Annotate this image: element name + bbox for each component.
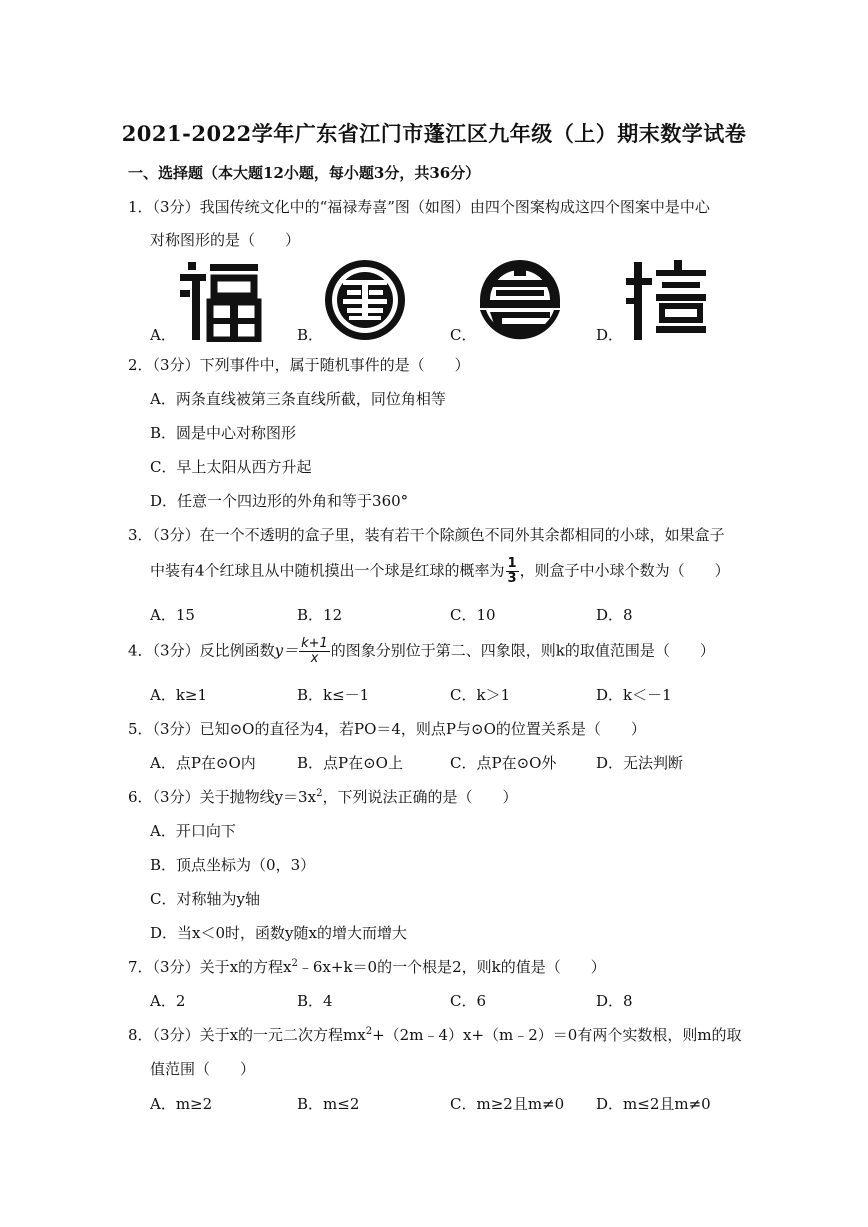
q3-option-c: C．10 [450, 606, 496, 624]
q6-option-b: B．顶点坐标为（0，3） [150, 856, 316, 874]
q7-stem-pre: 7．（3分）关于x的方程x [128, 958, 292, 976]
q7-option-b: B．4 [297, 992, 333, 1010]
q1-option-a: A． [150, 326, 176, 344]
q5-option-c: C．点P在⊙O外 [450, 754, 557, 772]
q2-option-c: C．早上太阳从西方升起 [150, 458, 312, 476]
q4-option-c: C．k＞1 [450, 686, 511, 704]
q4-stem-post: 的图象分别位于第二、四象限，则k的取值范围是（ ） [330, 641, 715, 660]
q8-exponent: 2 [365, 1026, 373, 1037]
q8-option-b: B．m≤2 [297, 1095, 360, 1113]
q5-stem: 5．（3分）已知⊙O的直径为4，若PO＝4，则点P与⊙O的位置关系是（ ） [128, 720, 646, 738]
q4-option-d: D．k＜－1 [596, 686, 672, 704]
shou-character-icon [478, 258, 562, 342]
q1-stem-line1: 1．（3分）我国传统文化中的“福禄寿喜”图（如图）由四个图案构成这四个图案中是中心 [128, 198, 710, 216]
q5-option-b: B．点P在⊙O上 [297, 754, 403, 772]
q1-option-d: D． [596, 326, 624, 344]
q3-line2-post: ，则盒子中小球个数为（ ） [519, 561, 730, 580]
q1-option-b: B． [297, 326, 324, 344]
q6-stem [128, 786, 517, 807]
q4-y-equals: y＝ [274, 641, 299, 660]
q6-option-d: D．当x＜0时，函数y随x的增大而增大 [150, 924, 407, 942]
q4-function-fraction: $\frac{k+1}{x}$ [301, 636, 328, 666]
q4-option-b: B．k≤－1 [297, 686, 370, 704]
q3-probability-fraction: $\frac{1}{3}$ [507, 556, 517, 586]
q8-stem-line2: 值范围（ ） [150, 1060, 256, 1078]
section-heading: 一、选择题（本大题12小题，每小题3分，共36分） [128, 164, 481, 182]
q2-option-d: D．任意一个四边形的外角和等于360° [150, 492, 409, 510]
q7-stem-post: ﹣6x+k＝0的一个根是2，则k的值是（ ） [297, 958, 606, 976]
q4-stem [128, 637, 715, 666]
q3-option-b: B．12 [297, 606, 343, 624]
q6-exponent: 2 [316, 788, 323, 799]
q8-option-a: A．m≥2 [150, 1095, 213, 1113]
page-title: 2021-2022学年广东省江门市蓬江区九年级（上）期末数学试卷 [121, 121, 747, 146]
q4-stem-pre: 4．（3分）反比例函数 [128, 641, 275, 660]
q6-option-c: C．对称轴为y轴 [150, 890, 260, 908]
q2-option-b: B．圆是中心对称图形 [150, 424, 297, 442]
q3-option-a: A．15 [150, 606, 195, 624]
q4-option-a: A．k≥1 [150, 686, 208, 704]
q8-option-c: C．m≥2且m≠0 [450, 1095, 565, 1113]
q7-option-c: C．6 [450, 992, 487, 1010]
q8-stem-line1 [128, 1024, 742, 1045]
q6-option-a: A．开口向下 [150, 822, 236, 840]
q7-option-a: A．2 [150, 992, 186, 1010]
q2-option-a: A．两条直线被第三条直线所截，同位角相等 [150, 390, 446, 408]
q8-option-d: D．m≤2且m≠0 [596, 1095, 711, 1113]
q3-option-d: D．8 [596, 606, 633, 624]
q8-stem-post: +（2m﹣4）x+（m﹣2）＝0有两个实数根，则m的取 [372, 1026, 742, 1044]
lu-character-icon [323, 258, 407, 342]
xi-character-icon [626, 258, 710, 342]
q3-line2-pre: 中装有4个红球且从中随机摸出一个球是红球的概率为 [150, 561, 505, 580]
q1-stem-line2: 对称图形的是（ ） [150, 231, 301, 249]
q3-stem-line1: 3．（3分）在一个不透明的盒子里，装有若干个除颜色不同外其余都相同的小球，如果盒子 [128, 526, 725, 544]
q6-stem-post: ，下列说法正确的是（ ） [322, 788, 518, 806]
q6-stem-pre: 6．（3分）关于抛物线y＝3x [128, 788, 317, 806]
q3-stem-line2 [150, 557, 730, 586]
q7-option-d: D．8 [596, 992, 633, 1010]
q7-exponent: 2 [291, 958, 298, 969]
q1-option-c: C． [450, 326, 477, 344]
q8-stem-pre: 8．（3分）关于x的一元二次方程mx [128, 1026, 366, 1044]
q5-option-a: A．点P在⊙O内 [150, 754, 256, 772]
fu-character-icon [178, 258, 262, 342]
q5-option-d: D．无法判断 [596, 754, 684, 772]
q2-stem: 2．（3分）下列事件中，属于随机事件的是（ ） [128, 356, 470, 374]
q7-stem [128, 956, 606, 977]
